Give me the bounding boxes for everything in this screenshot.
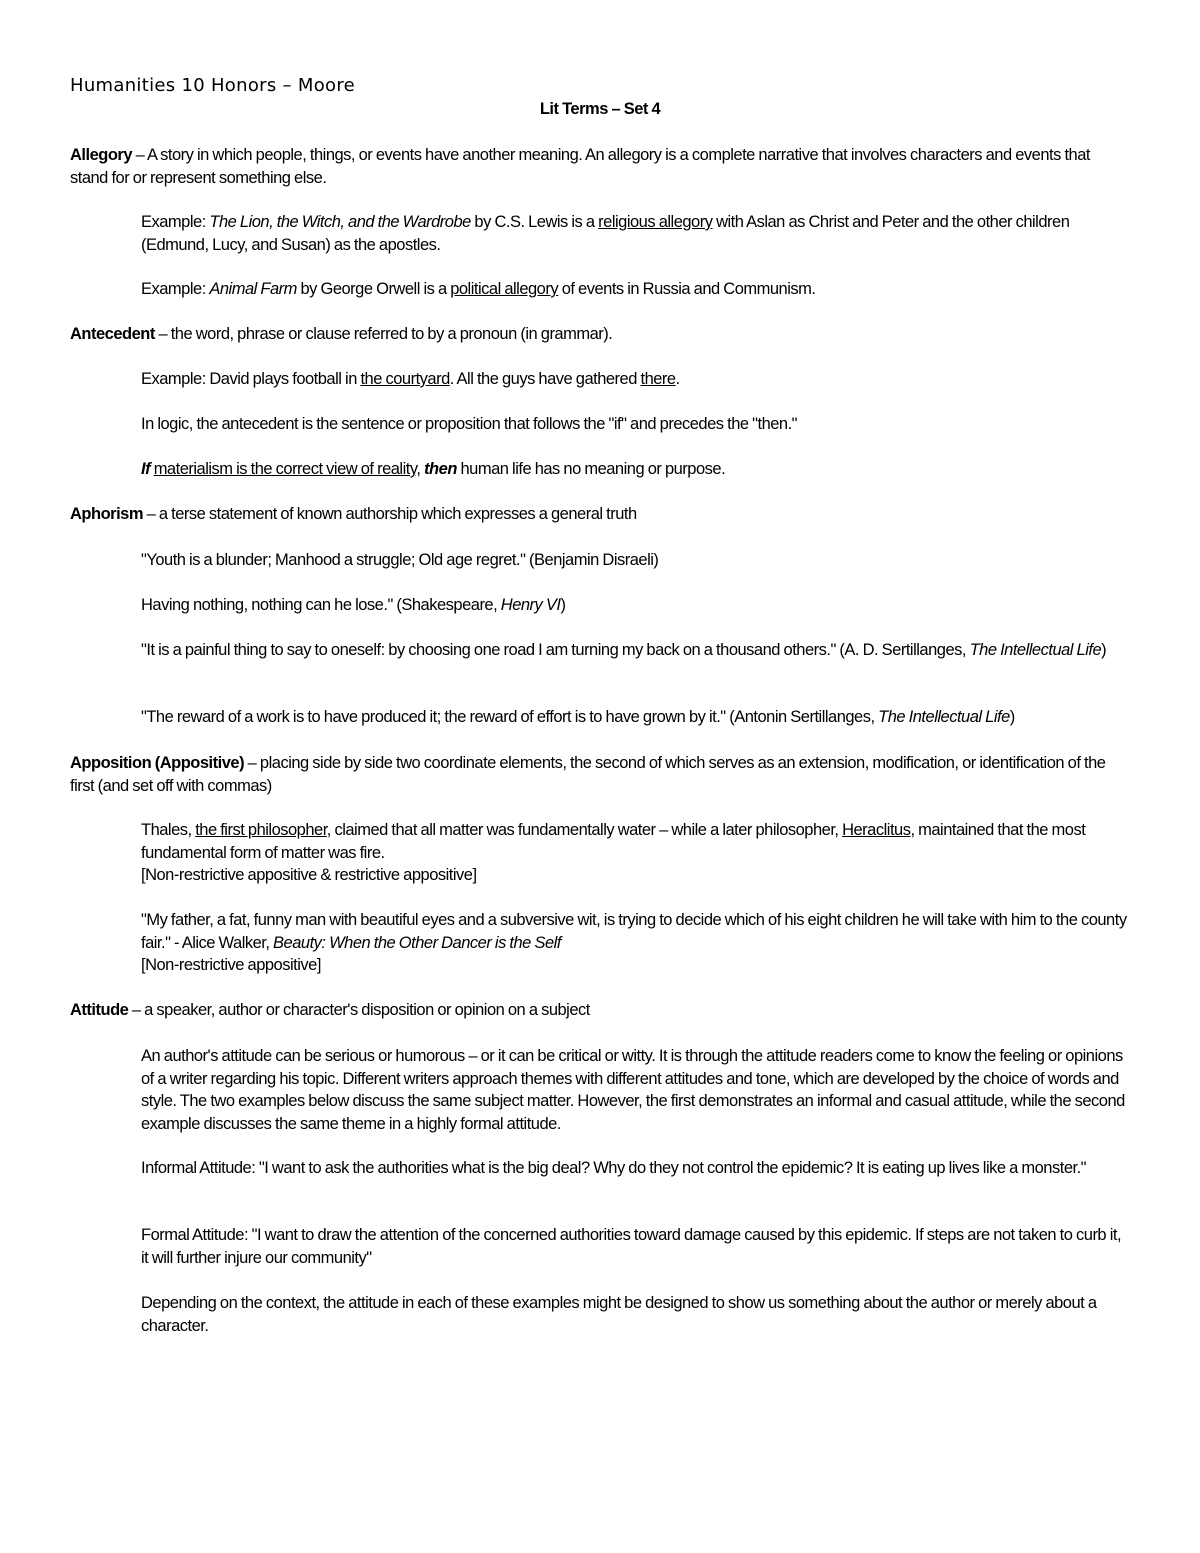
apposition-note-1: [Non-restrictive appositive & restrictive appositive] (141, 866, 477, 884)
aphorism-quote-1: "Youth is a blunder; Manhood a struggle; Old age regret." (Benjamin Disraeli) (141, 551, 659, 569)
aphorism-definition: Aphorism – a terse statement of known authorship which expresses a general truth (70, 505, 637, 523)
apposition-example-2: "My father, a fat, funny man with beautiful eyes and a subversive wit, is trying to decide which of his eight children he will take with him to the county fair." - Alice Walker, Beauty: When the Other Dancer is the Self [Non-restrictive appositive] (141, 911, 1127, 974)
allegory-example-2: Example: Animal Farm by George Orwell is a political allegory of events in Russia and Communism. (141, 280, 816, 298)
attitude-context: Depending on the context, the attitude in each of these examples might be designed to show us something about the author or merely about a character. (141, 1294, 1097, 1335)
antecedent-definition: Antecedent – the word, phrase or clause referred to by a pronoun (in grammar). (70, 325, 613, 343)
term-aphorism: Aphorism (70, 505, 144, 523)
term-antecedent: Antecedent (70, 325, 155, 343)
apposition-example-1: Thales, the first philosopher, claimed that all matter was fundamentally water – while a later philosopher, Heraclitus, maintained that the most fundamental form of matter was fire. [Non-restrictive appositive & restrictive appositive] (141, 821, 1086, 884)
attitude-paragraph-1: An author's attitude can be serious or humorous – or it can be critical or witty. It is through the attitude readers come to know the feeling or opinions of a writer regarding his topic. Different writers approach themes with different attitudes and tone, which are developed by the choice of words and style. The two examples below discuss the same subject matter. However, the first demonstrates an informal and casual attitude, while the second example discusses the same theme in a highly formal attitude. (141, 1047, 1125, 1133)
apposition-definition: Apposition (Appositive) – placing side by side two coordinate elements, the second of which serves as an extension, modification, or identification of the first (and set off with commas) (70, 754, 1106, 795)
term-attitude: Attitude (70, 1001, 129, 1019)
aphorism-quote-3: "It is a painful thing to say to oneself: by choosing one road I am turning my back on a thousand others." (A. D. Sertillanges, The Intellectual Life) (141, 641, 1107, 659)
antecedent-logic: In logic, the antecedent is the sentence or proposition that follows the "if" and precedes the "then." (141, 415, 798, 433)
course-header: Humanities 10 Honors – Moore (70, 75, 356, 96)
allegory-definition: Allegory – A story in which people, things, or events have another meaning. An allegory is a complete narrative that involves characters and events that stand for or represent something else. (70, 146, 1090, 187)
aphorism-quote-2: Having nothing, nothing can he lose." (Shakespeare, Henry VI) (141, 596, 566, 614)
page-title: Lit Terms – Set 4 (539, 100, 661, 118)
attitude-informal: Informal Attitude: "I want to ask the authorities what is the big deal? Why do they not control the epidemic? It is eating up lives like a monster." (141, 1159, 1087, 1177)
attitude-formal: Formal Attitude: "I want to draw the attention of the concerned authorities toward damage caused by this epidemic. If steps are not taken to curb it, it will further injure our community" (141, 1226, 1122, 1267)
apposition-note-2: [Non-restrictive appositive] (141, 956, 321, 974)
antecedent-example-2: If materialism is the correct view of reality, then human life has no meaning or purpose. (141, 460, 726, 478)
term-apposition: Apposition (Appositive) (70, 754, 245, 772)
aphorism-quote-4: "The reward of a work is to have produced it; the reward of effort is to have grown by it." (Antonin Sertillanges, The Intellectual Life) (141, 708, 1015, 726)
allegory-example-1: Example: The Lion, the Witch, and the Wardrobe by C.S. Lewis is a religious allegory with Aslan as Christ and Peter and the other children (Edmund, Lucy, and Susan) as the apostles. (141, 213, 1070, 254)
term-allegory: Allegory (70, 146, 133, 164)
antecedent-example-1: Example: David plays football in the courtyard. All the guys have gathered there. (141, 370, 680, 388)
attitude-definition: Attitude – a speaker, author or character's disposition or opinion on a subject (70, 1001, 590, 1019)
